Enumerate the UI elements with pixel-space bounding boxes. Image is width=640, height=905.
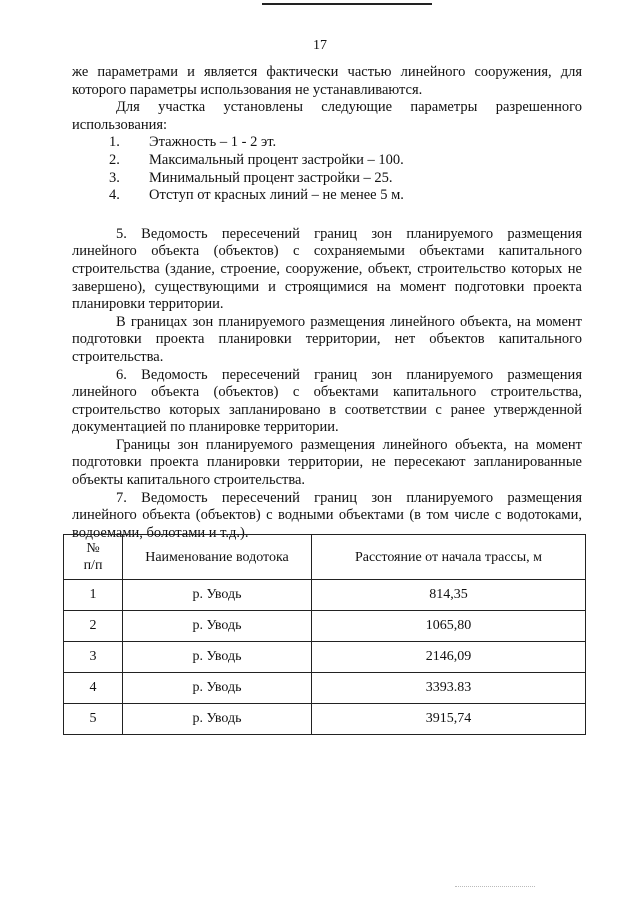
header-name: Наименование водотока bbox=[123, 535, 312, 580]
list-item bbox=[72, 152, 582, 170]
cell-distance: 3393.83 bbox=[312, 673, 586, 704]
paragraph-continuation: же параметрами и является фактически частью линейного сооружения, для которого параметры использования не устанавливаются. bbox=[72, 64, 582, 98]
list-item bbox=[72, 134, 582, 152]
cell-name: р. Уводь bbox=[123, 642, 312, 673]
spacer bbox=[72, 205, 582, 226]
section-5-conclusion: В границах зон планируемого размещения линейного объекта, на момент подготовки проекта планировки территории, нет объектов капитального строительства. bbox=[72, 313, 582, 365]
scan-artifact bbox=[455, 886, 535, 889]
watercourse-table bbox=[63, 534, 586, 735]
table-row bbox=[64, 673, 586, 704]
header-number bbox=[64, 535, 123, 580]
page-number: 17 bbox=[313, 38, 327, 53]
cell-name: р. Уводь bbox=[123, 580, 312, 611]
list-item-text: Максимальный процент застройки – 100. bbox=[149, 151, 404, 168]
list-item bbox=[72, 170, 582, 188]
table-row bbox=[64, 611, 586, 642]
parameters-list bbox=[72, 134, 582, 204]
list-item-number: 3. bbox=[109, 169, 120, 186]
cell-distance: 3915,74 bbox=[312, 704, 586, 735]
list-item-number: 1. bbox=[109, 134, 120, 151]
list-item-number: 2. bbox=[109, 151, 120, 168]
table-header-row bbox=[64, 535, 586, 580]
header-distance: Расстояние от начала трассы, м bbox=[312, 535, 586, 580]
document-body bbox=[72, 64, 582, 542]
section-5-paragraph: 5. Ведомость пересечений границ зон планируемого размещения линейного объекта (объектов) с сохраняемыми объектами капитального строительства (здание, строение, сооружение, объект, строительство которых не завершено), существующими и строящимися на момент подготовки проекта планировки территории. bbox=[72, 225, 582, 313]
section-6-paragraph: 6. Ведомость пересечений границ зон планируемого размещения линейного объекта (объектов) с объектами капитального строительства, строительство которых запланировано в соответствии с ранее утвержденной документацией по планировке территории. bbox=[72, 366, 582, 436]
cell-distance: 1065,80 bbox=[312, 611, 586, 642]
cell-number: 5 bbox=[64, 704, 123, 735]
cell-number: 2 bbox=[64, 611, 123, 642]
cell-distance: 2146,09 bbox=[312, 642, 586, 673]
header-number-line2: п/п bbox=[83, 558, 103, 573]
list-item-number: 4. bbox=[109, 187, 120, 204]
cell-name: р. Уводь bbox=[123, 673, 312, 704]
cell-name: р. Уводь bbox=[123, 704, 312, 735]
header-number-line1: № bbox=[86, 541, 100, 556]
cell-number: 4 bbox=[64, 673, 123, 704]
cell-number: 3 bbox=[64, 642, 123, 673]
list-item-text: Отступ от красных линий – не менее 5 м. bbox=[149, 187, 404, 204]
list-item-text: Этажность – 1 - 2 эт. bbox=[149, 134, 277, 151]
cell-number: 1 bbox=[64, 580, 123, 611]
table-row bbox=[64, 704, 586, 735]
cell-distance: 814,35 bbox=[312, 580, 586, 611]
list-item-text: Минимальный процент застройки – 25. bbox=[149, 169, 393, 186]
table-row bbox=[64, 580, 586, 611]
section-7-paragraph: 7. Ведомость пересечений границ зон планируемого размещения линейного объекта (объектов) с водными объектами (в том числе с водотоками, водоемами, болотами и т.д.). bbox=[72, 489, 582, 541]
section-6-conclusion: Границы зон планируемого размещения линейного объекта, на момент подготовки проекта планировки территории, не пересекают запланированные объекты капитального строительства. bbox=[72, 436, 582, 489]
table-row bbox=[64, 642, 586, 673]
paragraph-parameters-intro: Для участка установлены следующие параметры разрешенного использования: bbox=[72, 99, 582, 133]
cell-name: р. Уводь bbox=[123, 611, 312, 642]
top-rule bbox=[262, 3, 432, 5]
list-item bbox=[72, 187, 582, 205]
